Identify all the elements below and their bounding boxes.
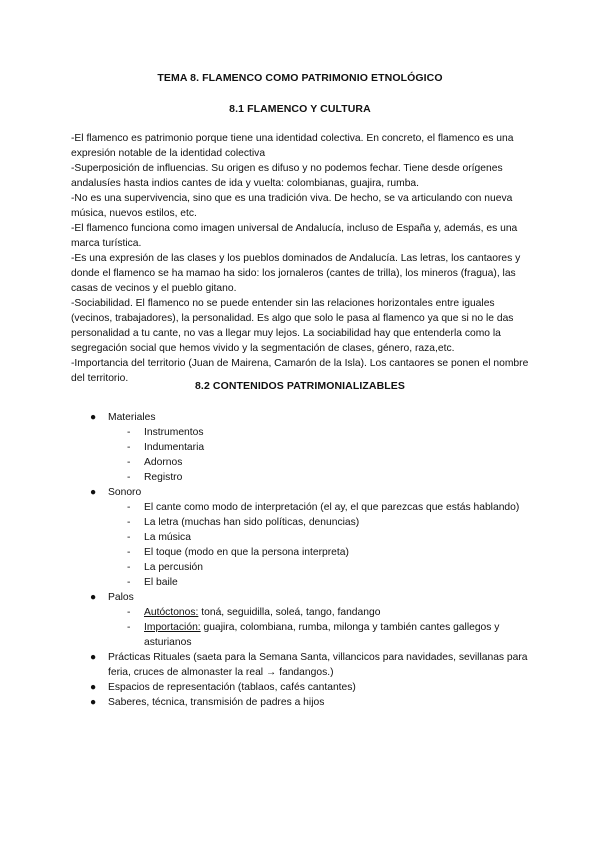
dash-icon: - [127, 607, 131, 618]
list-item-label: Espacios de representación (tablaos, cafés cantantes) [108, 682, 356, 693]
sub-item-autoctonos [71, 605, 533, 620]
dash-icon: - [127, 577, 131, 588]
list-item-sonoro [71, 485, 533, 500]
dash-icon: - [127, 547, 131, 558]
importacion-text: guajira, colombiana, rumba, milonga y también cantes gallegos y asturianos [144, 622, 500, 648]
list-item-label: Palos [108, 592, 134, 603]
paragraph-imagen-universal: -El flamenco funciona como imagen universal de Andalucía, incluso de España y, además, es una marca turística. [71, 223, 518, 249]
contenidos-list [71, 410, 533, 710]
dash-icon: - [127, 502, 131, 513]
list-item-label: Materiales [108, 412, 156, 423]
dash-icon: - [127, 457, 131, 468]
paragraph-supervivencia: -No es una supervivencia, sino que es una tradición viva. De hecho, se va articulando con nueva música, nuevos estilos, etc. [71, 193, 513, 219]
importacion-label: Importación: [144, 622, 201, 633]
bullet-icon: ● [90, 412, 97, 423]
section-1-body [71, 131, 533, 386]
paragraph-identidad: -El flamenco es patrimonio porque tiene una identidad colectiva. En concreto, el flamenco es una expresión notable de la identidad colectiva [71, 133, 514, 159]
list-item-practicas-rituales [71, 650, 533, 680]
sub-item: - La percusión [127, 562, 203, 573]
sub-item: - El baile [127, 577, 178, 588]
dash-icon: - [127, 562, 131, 573]
document-title: TEMA 8. FLAMENCO COMO PATRIMONIO ETNOLÓGICO [157, 72, 443, 84]
list-item-label: Saberes, técnica, transmisión de padres a hijos [108, 697, 325, 708]
list-item-label: Sonoro [108, 487, 142, 498]
sub-item: - El toque (modo en que la persona interpreta) [127, 547, 349, 558]
paragraph-territorio: -Importancia del territorio (Juan de Mairena, Camarón de la Isla). Los cantaores se ponen el nombre del territorio. [71, 358, 529, 384]
dash-icon: - [127, 427, 131, 438]
sub-item: - La música [127, 532, 191, 543]
sub-item: - Indumentaria [127, 442, 205, 453]
sub-item: - Instrumentos [127, 427, 204, 438]
bullet-icon: ● [90, 697, 97, 708]
dash-icon: - [127, 517, 131, 528]
sub-item: - El cante como modo de interpretación (el ay, el que parezcas que estás hablando) [127, 502, 520, 513]
bullet-icon: ● [90, 487, 97, 498]
list-item-saberes [71, 695, 533, 710]
dash-icon: - [127, 622, 131, 633]
autoctonos-text: toná, seguidilla, soleá, tango, fandango [198, 607, 381, 618]
paragraph-clases-dominadas: -Es una expresión de las clases y los pueblos dominados de Andalucía. Las letras, los cantaores y donde el flamenco se ha mamao ha sido: los jornaleros (cantes de trilla), los mineros (fragua), las casas de vecinos y el pueblo gitano. [71, 253, 521, 294]
bullet-icon: ● [90, 592, 97, 603]
bullet-icon: ● [90, 652, 97, 663]
section-1-title: 8.1 FLAMENCO Y CULTURA [229, 103, 371, 115]
dash-icon: - [127, 442, 131, 453]
dash-icon: - [127, 472, 131, 483]
section-2-title: 8.2 CONTENIDOS PATRIMONIALIZABLES [194, 380, 405, 392]
sub-item: - Adornos [127, 457, 183, 468]
autoctonos-label: Autóctonos: [144, 607, 199, 618]
bullet-icon: ● [90, 682, 97, 693]
sub-item: - La letra (muchas han sido políticas, denuncias) [127, 517, 360, 528]
list-item-materiales [71, 410, 533, 425]
sub-item: - Registro [127, 472, 183, 483]
list-item-label: Prácticas Rituales (saeta para la Semana Santa, villancicos para navidades, sevillanas para feria, cruces de almonaster la real → fandangos.) [108, 652, 528, 678]
paragraph-sociabilidad: -Sociabilidad. El flamenco no se puede entender sin las relaciones horizontales entre iguales (vecinos, trabajadores), la personalidad. Es algo que solo le pasa al flamenco ya que si no le das personalidad a tu cante, no vas a llegar muy lejos. La sociabilidad hay que entenderla como la segregación social que hemos vivido y la segmentación de clases, género, raza,etc. [71, 298, 514, 354]
list-item-palos [71, 590, 533, 605]
list-item-espacios [71, 680, 533, 695]
paragraph-superposicion: -Superposición de influencias. Su origen es difuso y no podemos fechar. Tiene desde orígenes andalusíes hasta indios cantes de ida y vuelta: colombianas, guajira, rumba. [71, 163, 503, 189]
sub-item-importacion [71, 620, 533, 650]
dash-icon: - [127, 532, 131, 543]
